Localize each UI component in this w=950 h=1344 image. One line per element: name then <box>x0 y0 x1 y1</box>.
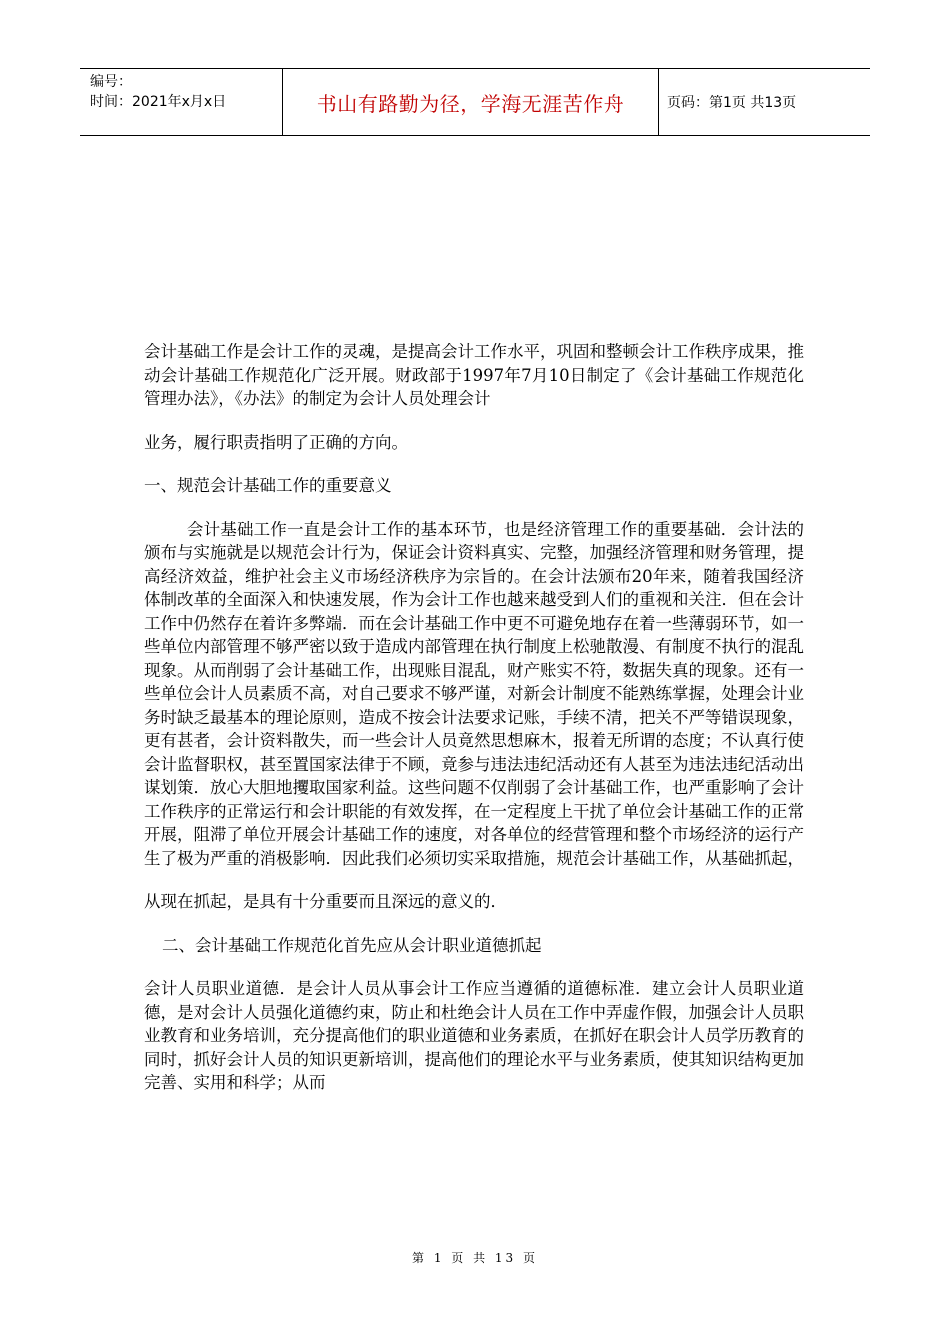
number-label: 编号： <box>90 74 132 90</box>
motto: 书山有路勤为径，学海无涯苦作舟 <box>283 69 659 135</box>
intro-paragraph-continued: 业务，履行职责指明了正确的方向。 <box>144 432 408 452</box>
date-label: 时间：2021年x月x日 <box>90 94 227 110</box>
section-heading-1: 一、规范会计基础工作的重要意义 <box>144 476 392 495</box>
page-footer: 第 1 页 共 13 页 <box>412 1251 538 1265</box>
document-header <box>80 68 870 136</box>
header-meta-cell <box>80 69 283 135</box>
section-1-paragraph: 会计基础工作一直是会计工作的基本环节，也是经济管理工作的重要基础．会计法的颁布与实施就是以规范会计行为，保证会计资料真实、完整，加强经济管理和财务管理，提高经济效益，维护社会主义市场经济秩序为宗旨的。在会计法颁布20年来，随着我国经济体制改革的全面深入和快速发展，作为会计工作也越来越受到人们的重视和关注．但在会计工作中仍然存在着许多弊端．而在会计基础工作中更不可避免地存在着一些薄弱环节，如一些单位内部管理不够严密以致于造成内部管理在执行制度上松驰散漫、有制度不执行的混乱现象。从而削弱了会计基础工作，出现账目混乱，财产账实不符，数据失真的现象。还有一些单位会计人员素质不高，对自己要求不够严谨，对新会计制度不能熟练掌握，处理会计业务时缺乏最基本的理论原则，造成不按会计法要求记账，手续不清，把关不严等错误现象，更有甚者，会计资料散失，而一些会计人员竟然思想麻木，报着无所谓的态度；不认真行使会计监督职权，甚至置国家法律于不顾，竟参与违法违纪活动还有人甚至为违法违纪活动出谋划策．放心大胆地攫取国家利益。这些问题不仅削弱了会计基础工作，也严重影响了会计工作秩序的正常运行和会计职能的有效发挥，在一定程度上干扰了单位会计基础工作的正常开展，阻滞了单位开展会计基础工作的速度，对各单位的经营管理和整个市场经济的运行产生了极为严重的消极影响．因此我们必须切实采取措施，规范会计基础工作，从基础抓起， <box>144 519 804 868</box>
page-info: 页码：第1页 共13页 <box>667 95 797 111</box>
document-body <box>144 340 804 1095</box>
section-1-paragraph-continued: 从现在抓起，是具有十分重要而且深远的意义的． <box>144 892 507 911</box>
section-2-paragraph: 会计人员职业道德．是会计人员从事会计工作应当遵循的道德标准．建立会计人员职业道德，是对会计人员强化道德约束，防止和杜绝会计人员在工作中弄虚作假，加强会计人员职业教育和业务培训，充分提高他们的职业道德和业务素质，在抓好在职会计人员学历教育的同时，抓好会计人员的知识更新培训，提高他们的理论水平与业务素质，使其知识结构更加完善、实用和科学；从而 <box>144 979 804 1092</box>
intro-paragraph: 会计基础工作是会计工作的灵魂，是提高会计工作水平，巩固和整顿会计工作秩序成果，推动会计基础工作规范化广泛开展。财政部于1997年7月10日制定了《会计基础工作规范化管理办法》，《办法》的制定为会计人员处理会计 <box>144 342 804 408</box>
section-heading-2: 二、会计基础工作规范化首先应从会计职业道德抓起 <box>162 935 542 955</box>
